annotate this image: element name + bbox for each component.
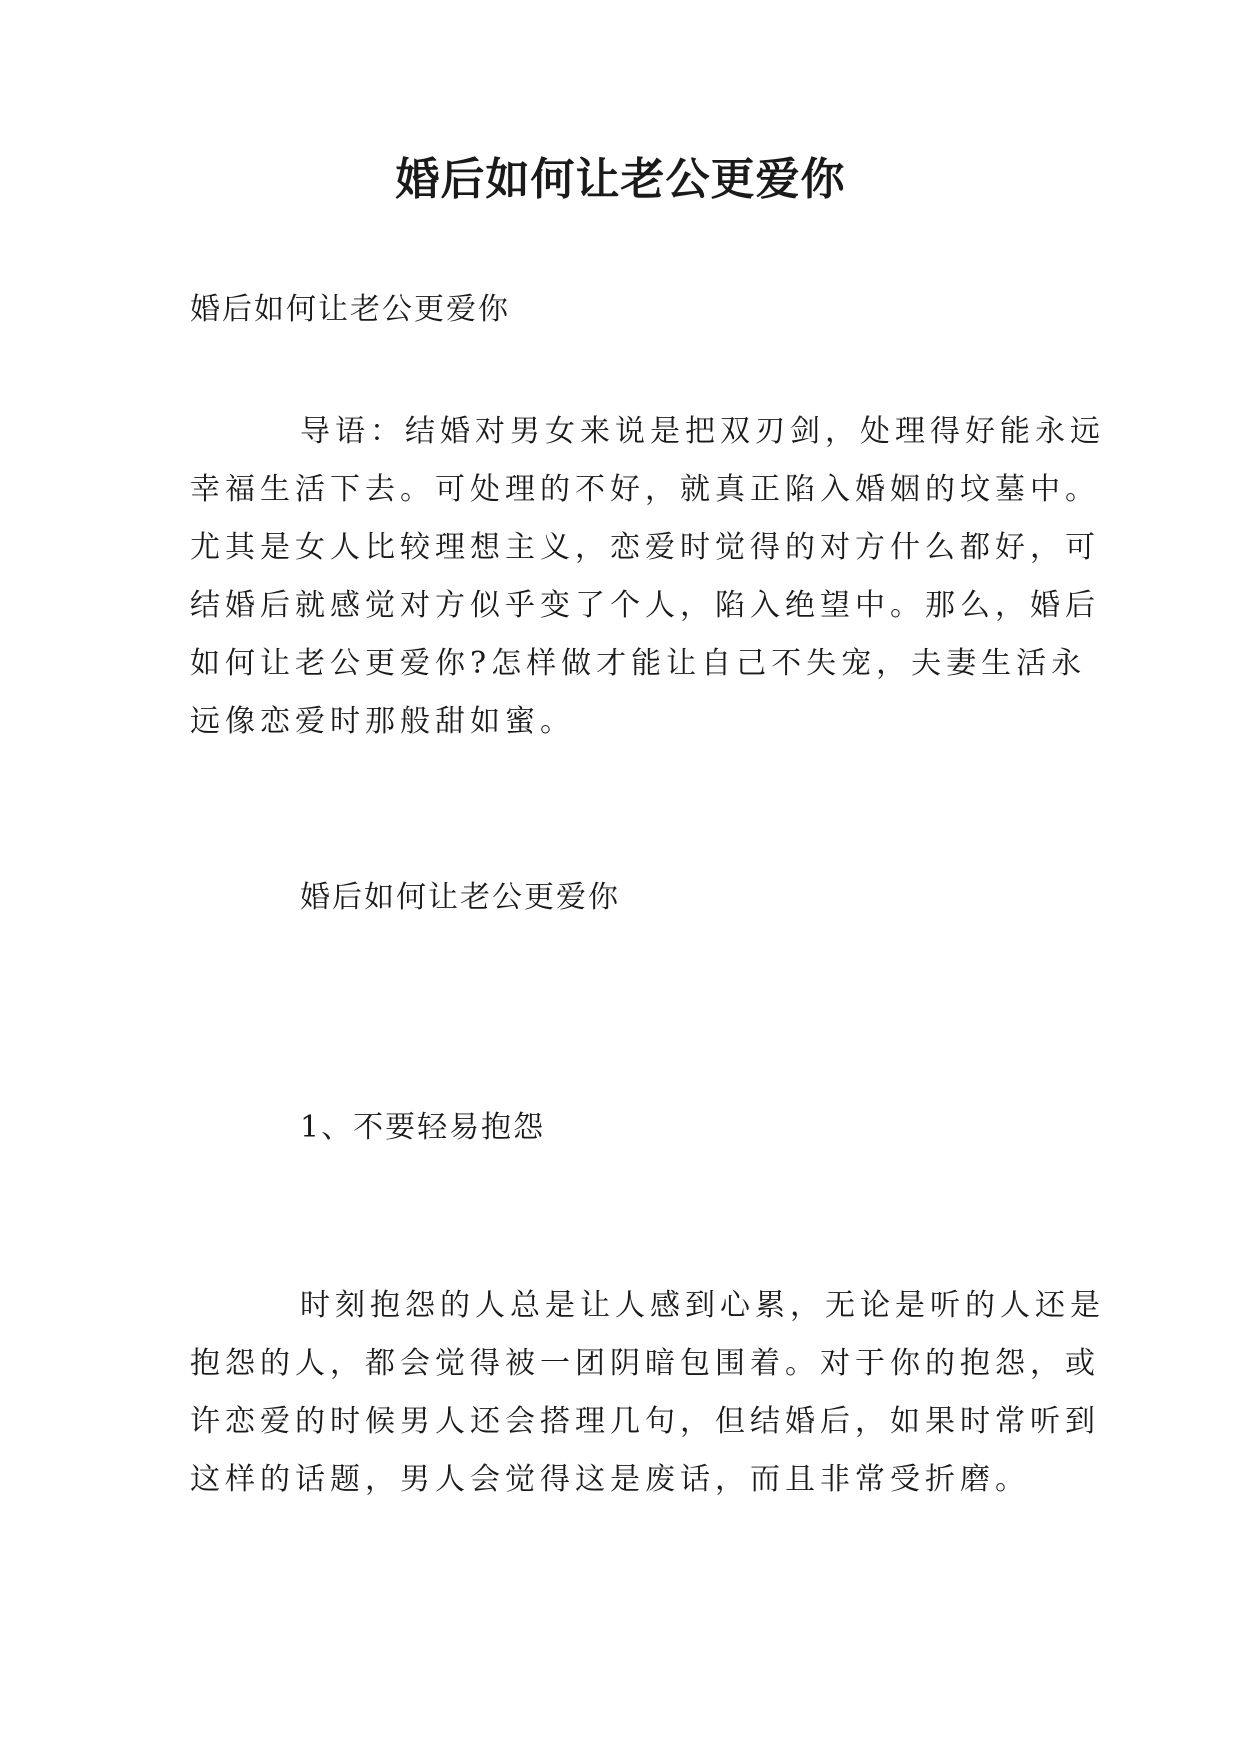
point-1-paragraph bbox=[190, 1277, 1105, 1509]
intro-line: 远像恋爱时那般甜如蜜。 bbox=[190, 704, 575, 739]
body-line: 抱怨的人，都会觉得被一团阴暗包围着。对于你的抱怨，或 bbox=[190, 1346, 1100, 1381]
intro-line: 幸福生活下去。可处理的不好，就真正陷入婚姻的坟墓中。 bbox=[190, 472, 1100, 507]
intro-line: 导语：结婚对男女来说是把双刃剑，处理得好能永远 bbox=[300, 414, 1105, 449]
body-line: 这样的话题，男人会觉得这是废话，而且非常受折磨。 bbox=[190, 1462, 1030, 1497]
document-title: 婚后如何让老公更爱你 bbox=[395, 154, 846, 205]
intro-line: 尤其是女人比较理想主义，恋爱时觉得的对方什么都好，可 bbox=[190, 530, 1100, 565]
intro-line: 结婚后就感觉对方似乎变了个人，陷入绝望中。那么，婚后 bbox=[190, 588, 1100, 623]
section-heading: 婚后如何让老公更爱你 bbox=[300, 880, 620, 915]
intro-line: 如何让老公更爱你?怎样做才能让自己不失宠，夫妻生活永 bbox=[190, 646, 1087, 681]
body-line: 时刻抱怨的人总是让人感到心累，无论是听的人还是 bbox=[300, 1288, 1105, 1323]
body-line: 许恋爱的时候男人还会搭理几句，但结婚后，如果时常听到 bbox=[190, 1404, 1100, 1439]
document-subtitle: 婚后如何让老公更爱你 bbox=[190, 292, 510, 327]
intro-paragraph bbox=[190, 403, 1105, 751]
point-1-heading: 1、不要轻易抱怨 bbox=[300, 1110, 546, 1145]
